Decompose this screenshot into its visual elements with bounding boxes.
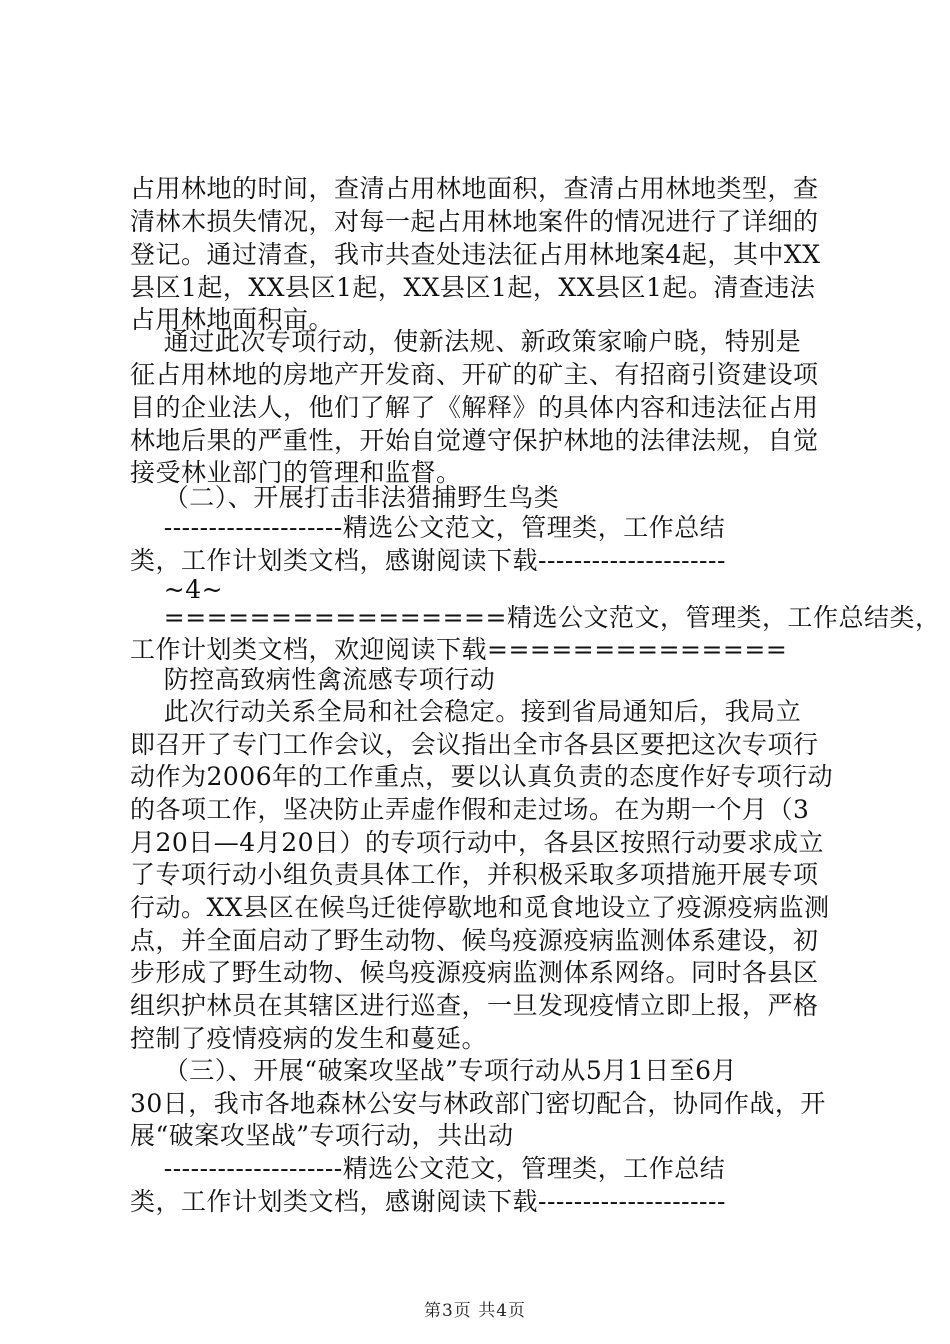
text-line: 组织护林员在其辖区进行巡查，一旦发现疫情立即上报，严格 — [130, 991, 819, 1020]
text-line: ================精选公文范文，管理类，工作总结类， — [130, 603, 941, 632]
text-line: 动作为2006年的工作重点，要以认真负责的态度作好专项行动 — [130, 762, 834, 791]
section-heading: （二）、开展打击非法猎捕野生鸟类 — [130, 483, 560, 512]
text-line: 30日，我市各地森林公安与林政部门密切配合，协同作战，开 — [130, 1089, 826, 1118]
text-line: 目的企业法人，他们了解了《解释》的具体内容和违法征占用 — [130, 393, 819, 422]
text-line: 征占用林地的房地产开发商、开矿的矿主、有招商引资建设项 — [130, 360, 819, 389]
text-line: 控制了疫情疫病的发生和蔓延。 — [130, 1024, 488, 1053]
section-heading: （三）、开展“破案攻坚战”专项行动从5月1日至6月 — [130, 1056, 738, 1085]
text-line: 的各项工作，坚决防止弄虚作假和走过场。在为期一个月（3 — [130, 795, 810, 824]
text-line: 县区1起，XX县区1起，XX县区1起，XX县区1起。清查违法 — [130, 273, 816, 302]
text-line: 林地后果的严重性，开始自觉遵守保护林地的法律法规，自觉 — [130, 426, 819, 455]
text-line: 清林木损失情况，对每一起占用林地案件的情况进行了详细的 — [130, 207, 819, 236]
text-line: 了专项行动小组负责具体工作，并积极采取多项措施开展专项 — [130, 860, 819, 889]
page-footer: 第3页 共4页 — [423, 1301, 527, 1321]
text-line: 类，工作计划类文档，感谢阅读下载--------------------- — [130, 1187, 726, 1216]
text-line: 占用林地的时间，查清占用林地面积，查清占用林地类型，查 — [130, 174, 819, 203]
text-line: 即召开了专门工作会议，会议指出全市各县区要把这次专项行 — [130, 730, 819, 759]
text-line: 占用林地面积亩。 — [130, 305, 335, 334]
text-line: 类，工作计划类文档，感谢阅读下载--------------------- — [130, 546, 726, 575]
text-line: 工作计划类文档，欢迎阅读下载============== — [130, 635, 788, 664]
page-marker: ~4~ — [130, 575, 224, 604]
text-line: 展“破案攻坚战”专项行动，共出动 — [130, 1121, 514, 1150]
text-line: 行动。XX县区在候鸟迁徙停歇地和觅食地设立了疫源疫病监测 — [130, 893, 830, 922]
text-line: 登记。通过清查，我市共查处违法征占用林地案4起，其中XX — [130, 240, 821, 269]
text-line: 点，并全面启动了野生动物、候鸟疫源疫病监测体系建设，初 — [130, 926, 819, 955]
text-line: 步形成了野生动物、候鸟疫源疫病监测体系网络。同时各县区 — [130, 958, 819, 987]
text-line: 月20日—4月20日）的专项行动中，各县区按照行动要求成立 — [130, 828, 825, 857]
text-line: 通过此次专项行动，使新法规、新政策家喻户晓，特别是 — [130, 327, 802, 356]
text-line: 接受林业部门的管理和监督。 — [130, 458, 462, 487]
text-line: 此次行动关系全局和社会稳定。接到省局通知后，我局立 — [130, 697, 802, 726]
text-line: --------------------精选公文范文，管理类，工作总结 — [130, 513, 726, 542]
section-heading: 防控高致病性禽流感专项行动 — [130, 665, 496, 694]
text-line: --------------------精选公文范文，管理类，工作总结 — [130, 1154, 726, 1183]
